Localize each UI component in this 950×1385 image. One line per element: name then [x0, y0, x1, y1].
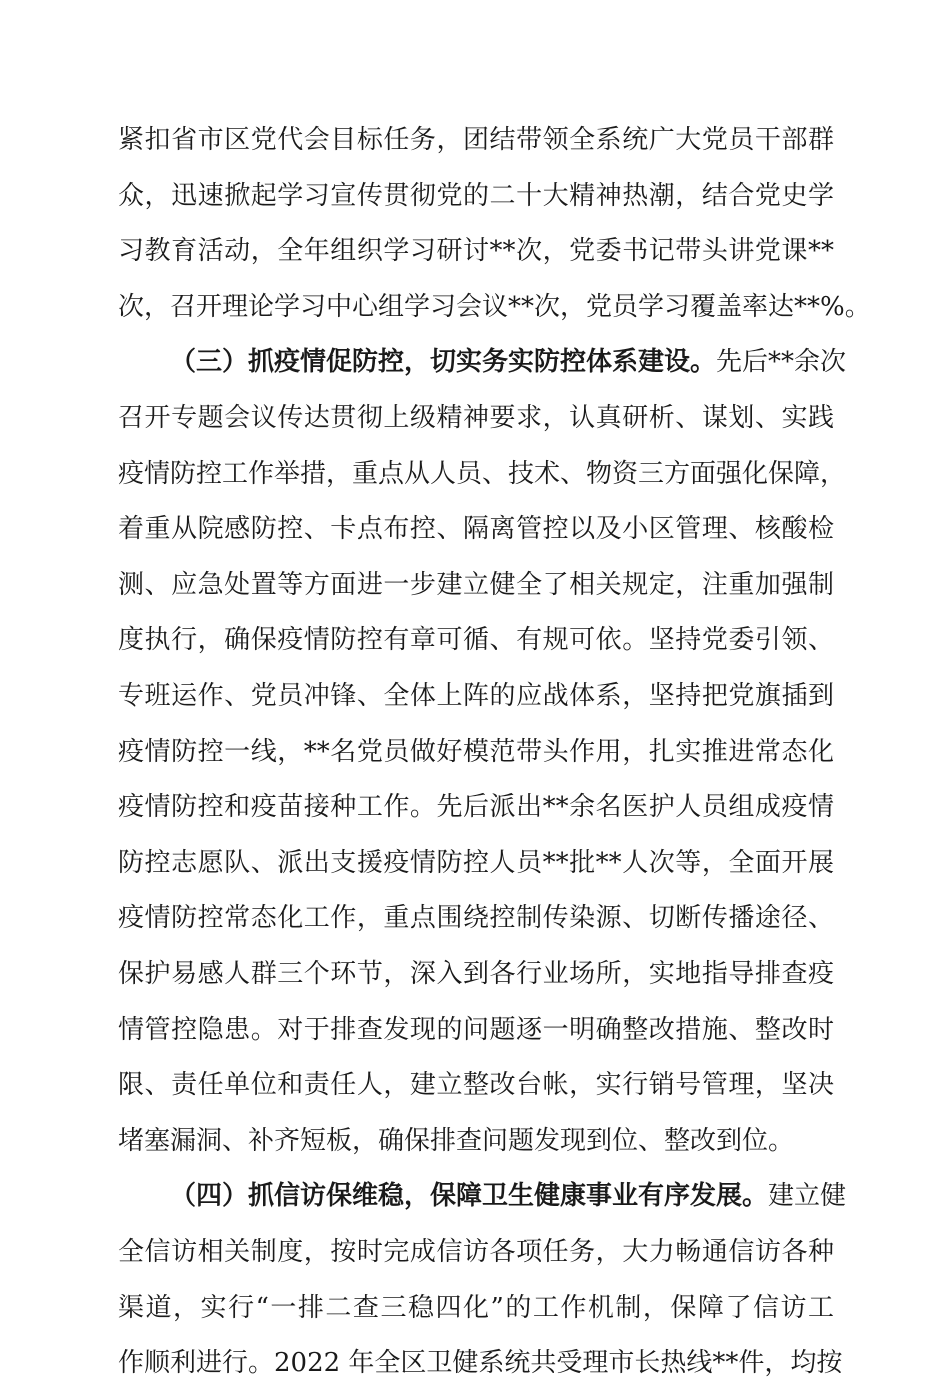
paragraph-line: 疫情防控一线，**名党员做好模范带头作用，扎实推进常态化	[118, 737, 834, 767]
paragraph-line: 度执行，确保疫情防控有章可循、有规可依。坚持党委引领、	[118, 625, 834, 655]
paragraph-line: 测、应急处置等方面进一步建立健全了相关规定，注重加强制	[118, 570, 834, 600]
section-heading: （四）抓信访保维稳，保障卫生健康事业有序发展。	[170, 1181, 769, 1211]
paragraph-line: 限、责任单位和责任人，建立整改台帐，实行销号管理，坚决	[118, 1070, 834, 1100]
paragraph-line: 作顺利进行。2022 年全区卫健系统共受理市长热线**件，均按	[118, 1348, 843, 1378]
paragraph-line: 疫情防控和疫苗接种工作。先后派出**余名医护人员组成疫情	[118, 792, 834, 822]
paragraph-line: 专班运作、党员冲锋、全体上阵的应战体系，坚持把党旗插到	[118, 681, 834, 711]
section-heading-line	[170, 1174, 847, 1218]
paragraph-line: 堵塞漏洞、补齐短板，确保排查问题发现到位、整改到位。	[118, 1126, 795, 1156]
paragraph-line: 防控志愿队、派出支援疫情防控人员**批**人次等，全面开展	[118, 848, 834, 878]
paragraph-line: 疫情防控常态化工作，重点围绕控制传染源、切断传播途径、	[118, 903, 834, 933]
paragraph-line: 紧扣省市区党代会目标任务，团结带领全系统广大党员干部群	[118, 125, 834, 155]
paragraph-line: 全信访相关制度，按时完成信访各项任务，大力畅通信访各种	[118, 1237, 834, 1267]
paragraph-line: 次，召开理论学习中心组学习会议**次，党员学习覆盖率达**%。	[118, 292, 871, 322]
paragraph-line: 召开专题会议传达贯彻上级精神要求，认真研析、谋划、实践	[118, 403, 834, 433]
paragraph-text: 先后**余次	[716, 347, 847, 377]
paragraph-line: 渠道，实行“一排二查三稳四化”的工作机制，保障了信访工	[118, 1293, 834, 1323]
section-heading: （三）抓疫情促防控，切实务实防控体系建设。	[170, 347, 717, 377]
paragraph-line: 习教育活动，全年组织学习研讨**次，党委书记带头讲党课**	[118, 236, 834, 266]
section-heading-line	[170, 340, 847, 384]
paragraph-line: 疫情防控工作举措，重点从人员、技术、物资三方面强化保障，	[118, 459, 847, 489]
paragraph-text: 建立健	[768, 1181, 847, 1211]
paragraph-line: 保护易感人群三个环节，深入到各行业场所，实地指导排查疫	[118, 959, 834, 989]
paragraph-line: 情管控隐患。对于排查发现的问题逐一明确整改措施、整改时	[118, 1015, 834, 1045]
paragraph-line: 众，迅速掀起学习宣传贯彻党的二十大精神热潮，结合党史学	[118, 181, 834, 211]
paragraph-line: 着重从院感防控、卡点布控、隔离管控以及小区管理、核酸检	[118, 514, 834, 544]
